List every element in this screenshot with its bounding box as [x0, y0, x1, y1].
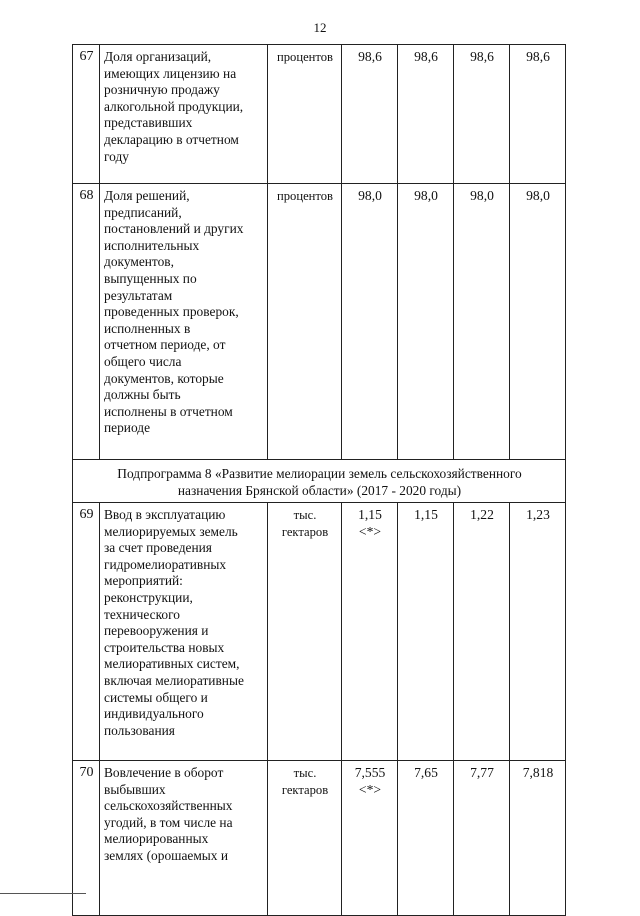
value-2020: 98,6 — [510, 45, 566, 184]
table-row — [73, 184, 566, 460]
footnote-mark: <*> — [358, 781, 382, 797]
indicator-name: Ввод в эксплуатацию мелиорируемых земель за счет проведения гидромелиоративных мероприятий: реконструкции, технического перевооружения и строительства новых мелиоративных систем, включая мелиоративные системы общего и индивидуального пользования — [100, 503, 268, 761]
value-2019: 1,22 — [454, 503, 510, 761]
subprogram-row — [73, 460, 566, 503]
value-2018: 7,65 — [398, 761, 454, 916]
footnote-mark: <*> — [358, 523, 382, 539]
indicator-name: Доля решений, предписаний, постановлений и других исполнительных документов, выпущенных по результатам проведенных проверок, исполненных в отчетном периоде, от общего числа документов, которые должны быть исполнены в отчетном периоде — [100, 184, 268, 460]
value-2017: 7,555 <*> — [342, 761, 398, 916]
row-number: 70 — [73, 761, 100, 916]
value-2017: 1,15 <*> — [342, 503, 398, 761]
value-2018: 98,6 — [398, 45, 454, 184]
unit-cell: процентов — [268, 45, 342, 184]
table-row — [73, 761, 566, 916]
row-number: 68 — [73, 184, 100, 460]
page-number: 12 — [313, 20, 327, 35]
indicator-name: Доля организаций, имеющих лицензию на розничную продажу алкогольной продукции, представивших декларацию в отчетном году — [100, 45, 268, 184]
indicators-table — [72, 44, 566, 916]
value-2020: 98,0 — [510, 184, 566, 460]
value-2020: 1,23 — [510, 503, 566, 761]
subprogram-title: Подпрограмма 8 «Развитие мелиорации земель сельскохозяйственного назначения Брянской области» (2017 - 2020 годы) — [73, 460, 566, 503]
unit-cell: тыс. гектаров — [268, 503, 342, 761]
unit-cell: процентов — [268, 184, 342, 460]
value-2018: 98,0 — [398, 184, 454, 460]
value-2017: 98,0 — [342, 184, 398, 460]
unit-cell: тыс. гектаров — [268, 761, 342, 916]
table-row — [73, 45, 566, 184]
value-2017: 98,6 — [342, 45, 398, 184]
row-number: 67 — [73, 45, 100, 184]
table-row — [73, 503, 566, 761]
value-2018: 1,15 — [398, 503, 454, 761]
footnote-rule — [0, 893, 86, 894]
row-number: 69 — [73, 503, 100, 761]
value-2020: 7,818 — [510, 761, 566, 916]
indicator-name: Вовлечение в оборот выбывших сельскохозяйственных угодий, в том числе на мелиорированных землях (орошаемых и — [100, 761, 268, 916]
value-2019: 7,77 — [454, 761, 510, 916]
value-2019: 98,6 — [454, 45, 510, 184]
value-2019: 98,0 — [454, 184, 510, 460]
